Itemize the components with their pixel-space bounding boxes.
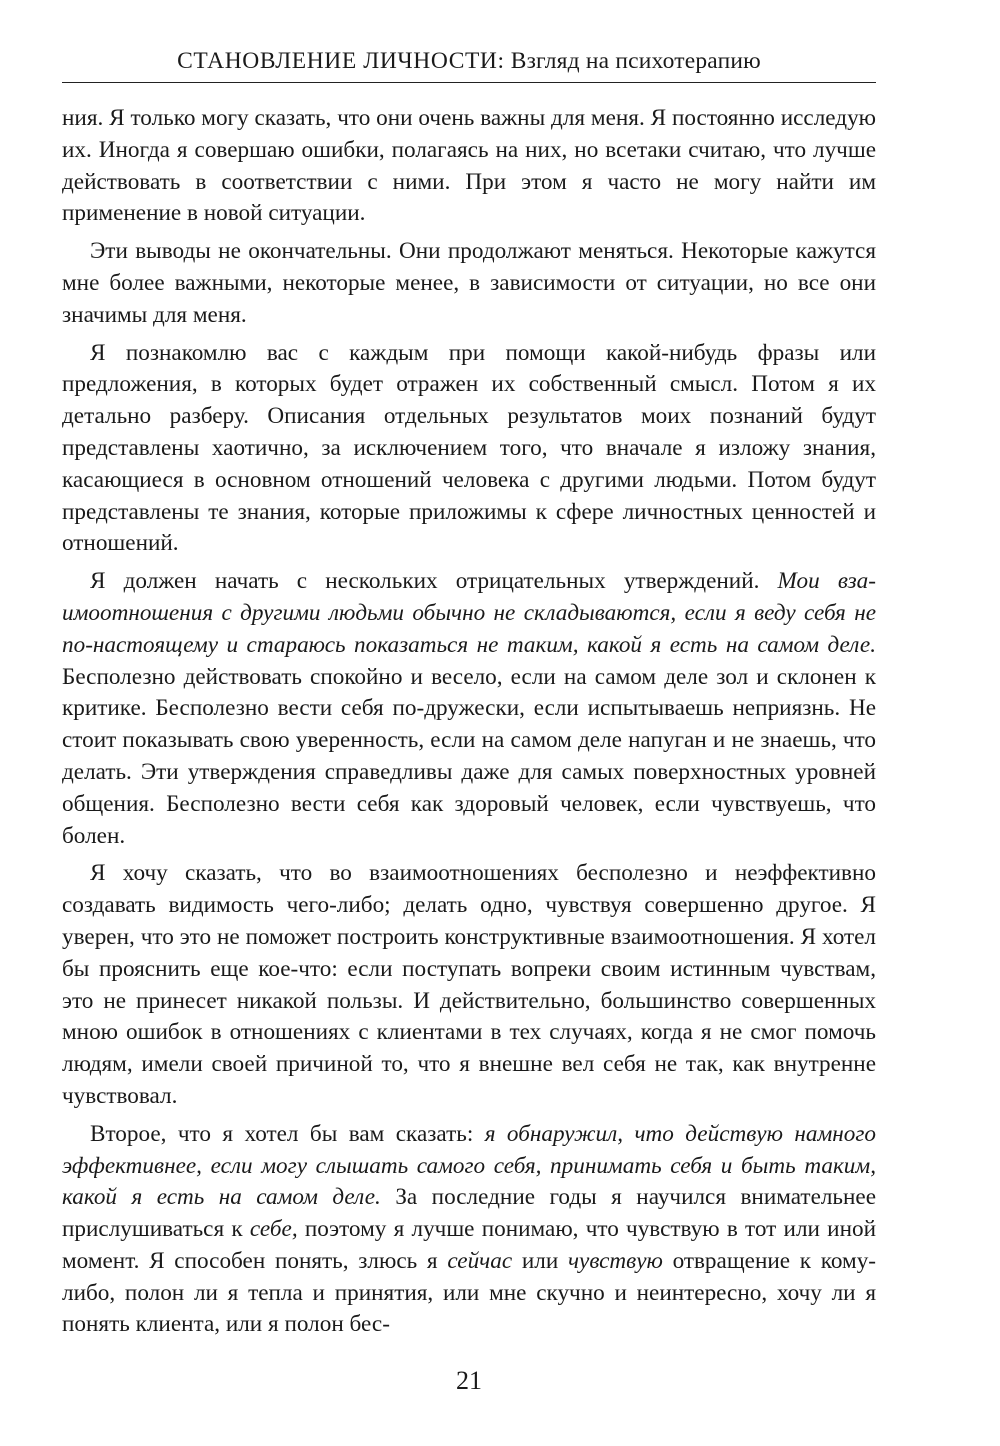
- text-run: Я познакомлю вас с каждым при помощи какой-нибудь фразы или предложения, в которых будет отражен их собственный смысл. Потом я их детально разберу. Описания отдельных результатов моих познаний будут представлены хаотично, за исключением того, что вначале я изложу знания, касающиеся в основном отношений человека с другими людьми. Потом будут представлены те знания, которые приложимы к сфере личностных ценностей и отношений.: [62, 339, 876, 557]
- paragraph: [62, 338, 876, 561]
- italic-text: сейчас: [447, 1247, 513, 1274]
- text-run: За последние годы я научился внимательнее прислушиваться к: [62, 1184, 876, 1243]
- italic-text: себе,: [249, 1216, 298, 1243]
- italic-text: я обнаружил, что действую намного эффективнее, если могу слышать самого себя, принимать себя и быть таким, какой я есть на самом деле.: [62, 1120, 877, 1211]
- running-header-title: СТАНОВЛЕНИЕ ЛИЧНОСТИ:: [177, 48, 505, 74]
- running-header: [62, 46, 876, 76]
- text-run: поэтому я лучше понимаю, что чувствую в тот или иной момент. Я способен понять, злюсь я: [62, 1216, 876, 1274]
- text-run: Бесполезно действовать спокойно и весело, если на самом деле зол и склонен к критике. Бесполезно вести себя по-дружески, если испытываешь неприязнь. Не стоит показывать свою уверенность, если на самом деле напуган и не знаешь, что делать. Эти утверждения справедливы даже для самых поверхностных уровней общения. Бесполезно вести себя как здоровый человек, если чувствуешь, что болен.: [62, 663, 876, 849]
- header-rule: [62, 82, 876, 83]
- text-run: или: [512, 1247, 568, 1274]
- text-run: Я должен начать с нескольких отрицательных утверждений.: [90, 568, 778, 595]
- running-header-subtitle: Взгляд на психотерапию: [510, 48, 761, 74]
- paragraph: [62, 103, 876, 230]
- page-number: 21: [456, 1366, 482, 1395]
- paragraph: [62, 236, 876, 331]
- text-run: ния. Я только могу сказать, что они очень важны для меня. Я постоянно исследую их. Иногда я совершаю ошибки, полагаясь на них, но всетаки считаю, что лучше действовать в соответствии с ними. При этом я часто не могу найти им применение в новой ситуации.: [62, 105, 876, 227]
- text-run: Я хочу сказать, что во взаимоотношениях бесполезно и неэффективно создавать видимость чего-либо; делать одно, чувствуя совершенно другое. Я уверен, что это не поможет построить конструктивные взаимоотношения. Я хотел бы прояснить еще кое-что: если поступать вопреки своим истинным чувствам, это не принесет никакой пользы. И действительно, большинство совершенных мною ошибок в отношениях с клиентами в тех случаях, когда я не смог помочь людям, имели своей причиной то, что я внешне вел себя не так, как внутренне чувствовал.: [62, 860, 876, 1109]
- body-text: [62, 103, 876, 1347]
- italic-text: чувствую: [567, 1247, 663, 1274]
- paragraph: [62, 858, 876, 1112]
- text-run: отвращение к кому-либо, полон ли я тепла и принятия, или мне скучно и неинтересно, хочу ли я понять клиента, или я полон бес-: [62, 1247, 877, 1338]
- paragraph: [62, 566, 876, 852]
- italic-text: Мои взаимоотношения с другими людьми обычно не складываются, если я веду себя не по-настоящему и стараюсь показаться не таким, какой я есть на самом деле.: [62, 568, 876, 658]
- text-run: Эти выводы не окончательны. Они продолжают меняться. Некоторые кажутся мне более важными, некоторые менее, в зависимости от ситуации, но все они значимы для меня.: [62, 238, 876, 328]
- paragraph: [62, 1119, 876, 1342]
- text-run: Второе, что я хотел бы вам сказать:: [90, 1120, 485, 1147]
